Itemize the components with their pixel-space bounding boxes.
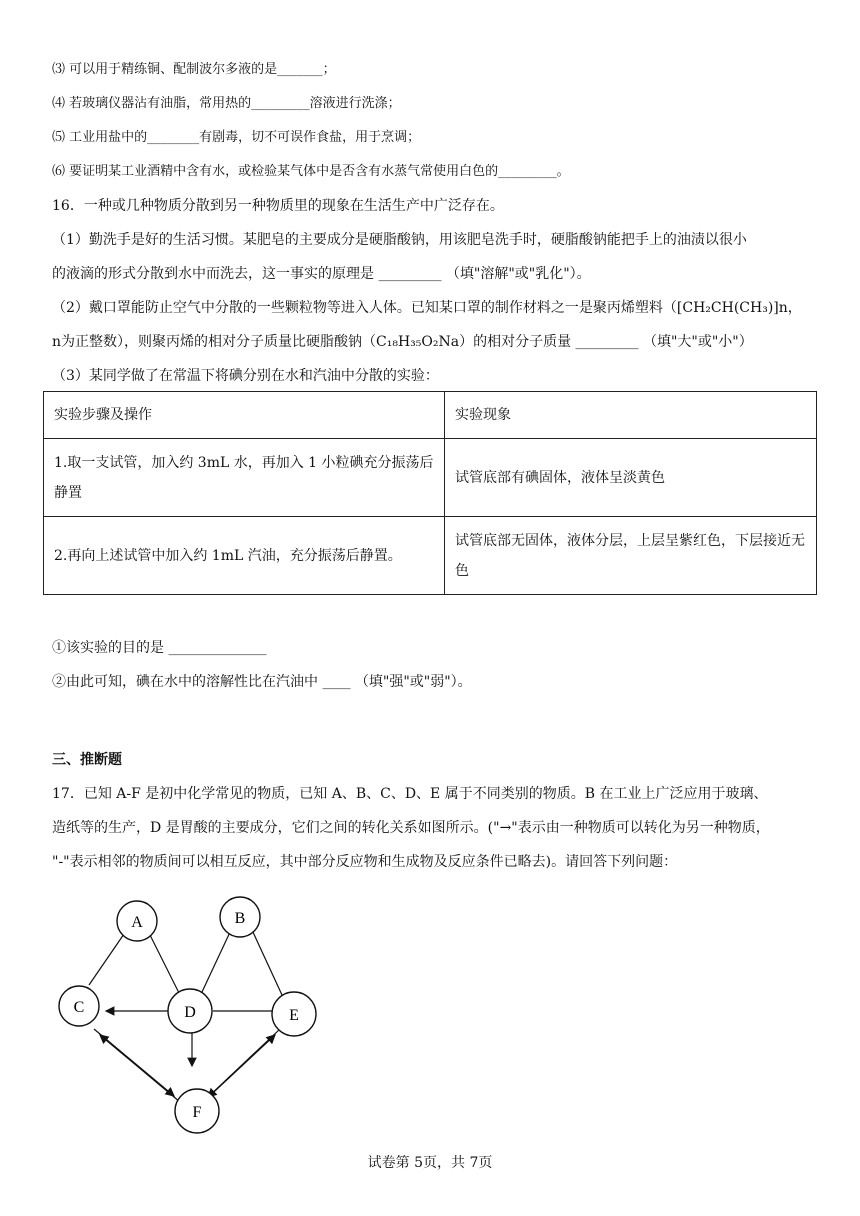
q17-line2: 造纸等的生产，D 是胃酸的主要成分，它们之间的转化关系如图所示。("→"表示由一种物质可以转化为另一种物质， — [52, 820, 770, 836]
q17-line3: "-"表示相邻的物质间可以相互反应，其中部分反应物和生成物及反应条件已略去)。请回答下列问题： — [52, 854, 678, 870]
link-b-d — [202, 930, 231, 992]
table-cell: 2.再向上述试管中加入约 1mL 汽油，充分振荡后静置。 — [44, 517, 445, 595]
node-a — [117, 901, 157, 941]
link-a-c — [89, 934, 124, 985]
table-cell: 试管底部有碘固体，液体呈淡黄色 — [445, 439, 817, 517]
table-row — [44, 517, 817, 595]
q16-part1-line1: （1）勤洗手是好的生活习惯。某肥皂的主要成分是硬脂酸钠，用该肥皂洗手时，硬脂酸钠能把手上的油渍以很小 — [52, 232, 747, 248]
section-title: 三、推断题 — [52, 752, 122, 768]
node-c-label: C — [73, 999, 85, 1016]
q16-part2-line1: （2）戴口罩能防止空气中分散的一些颗粒物等进入人体。已知某口罩的制作材料之一是聚丙烯塑料（[CH₂CH(CH₃)]n， — [52, 300, 802, 316]
q16-sub2: ②由此可知，碘在水中的溶解性比在汽油中 ____ （填"强"或"弱"）。 — [52, 674, 472, 690]
q16-sub1: ①该实验的目的是 ______________ — [52, 640, 267, 656]
q15-item6: ⑹ 要证明某工业酒精中含有水，或检验某气体中是否含有水蒸气常使用白色的_________。 — [52, 164, 570, 179]
table-cell: 试管底部无固体，液体分层，上层呈紫红色，下层接近无色 — [445, 517, 817, 595]
node-f — [175, 1089, 219, 1133]
link-b-e — [252, 930, 282, 995]
q16-intro: 16．一种或几种物质分散到另一种物质里的现象在生活生产中广泛存在。 — [52, 198, 504, 214]
q17-line1: 17．已知 A-F 是初中化学常见的物质，已知 A、B、C、D、E 属于不同类别的物质。B 在工业上广泛应用于玻璃、 — [52, 786, 768, 802]
node-b — [220, 897, 260, 937]
table-header-cell: 实验现象 — [445, 392, 817, 439]
node-d — [168, 989, 212, 1033]
node-d-label: D — [184, 1004, 196, 1021]
table-header-cell: 实验步骤及操作 — [44, 392, 445, 439]
node-a-label: A — [131, 914, 143, 931]
arrow-e-f — [208, 1029, 280, 1097]
reaction-diagram — [50, 890, 330, 1140]
table-cell: 1.取一支试管，加入约 3mL 水，再加入 1 小粒碘充分振荡后静置 — [44, 439, 445, 517]
node-e — [272, 992, 316, 1036]
q16-part1-line2: 的液滴的形式分散到水中而洗去，这一事实的原理是 _________ （填"溶解"或"乳化"）。 — [52, 266, 591, 282]
experiment-table — [43, 391, 817, 595]
node-e-label: E — [289, 1007, 299, 1024]
arrow-f-c — [100, 1035, 180, 1102]
q16-part2-line2: n为正整数），则聚丙烯的相对分子质量比硬脂酸钠（C₁₈H₃₅O₂Na）的相对分子质量 _________ （填"大"或"小"） — [52, 334, 753, 350]
q16-part3: （3）某同学做了在常温下将碘分别在水和汽油中分散的实验： — [52, 368, 439, 384]
table-row — [44, 439, 817, 517]
q15-item5: ⑸ 工业用盐中的________有剧毒，切不可误作食盐，用于烹调； — [52, 130, 421, 145]
node-b-label: B — [234, 910, 246, 927]
link-a-d — [149, 933, 179, 993]
arrow-c-f — [94, 1029, 174, 1096]
page-footer: 试卷第 5页，共 7页 — [367, 1155, 493, 1171]
table-header-row — [44, 392, 817, 439]
node-c — [59, 986, 99, 1026]
node-f-label: F — [192, 1104, 202, 1121]
q15-item3: ⑶ 可以用于精练铜、配制波尔多液的是_______； — [52, 62, 336, 77]
q15-item4: ⑷ 若玻璃仪器沾有油脂，常用热的_________溶液进行洗涤； — [52, 96, 401, 111]
